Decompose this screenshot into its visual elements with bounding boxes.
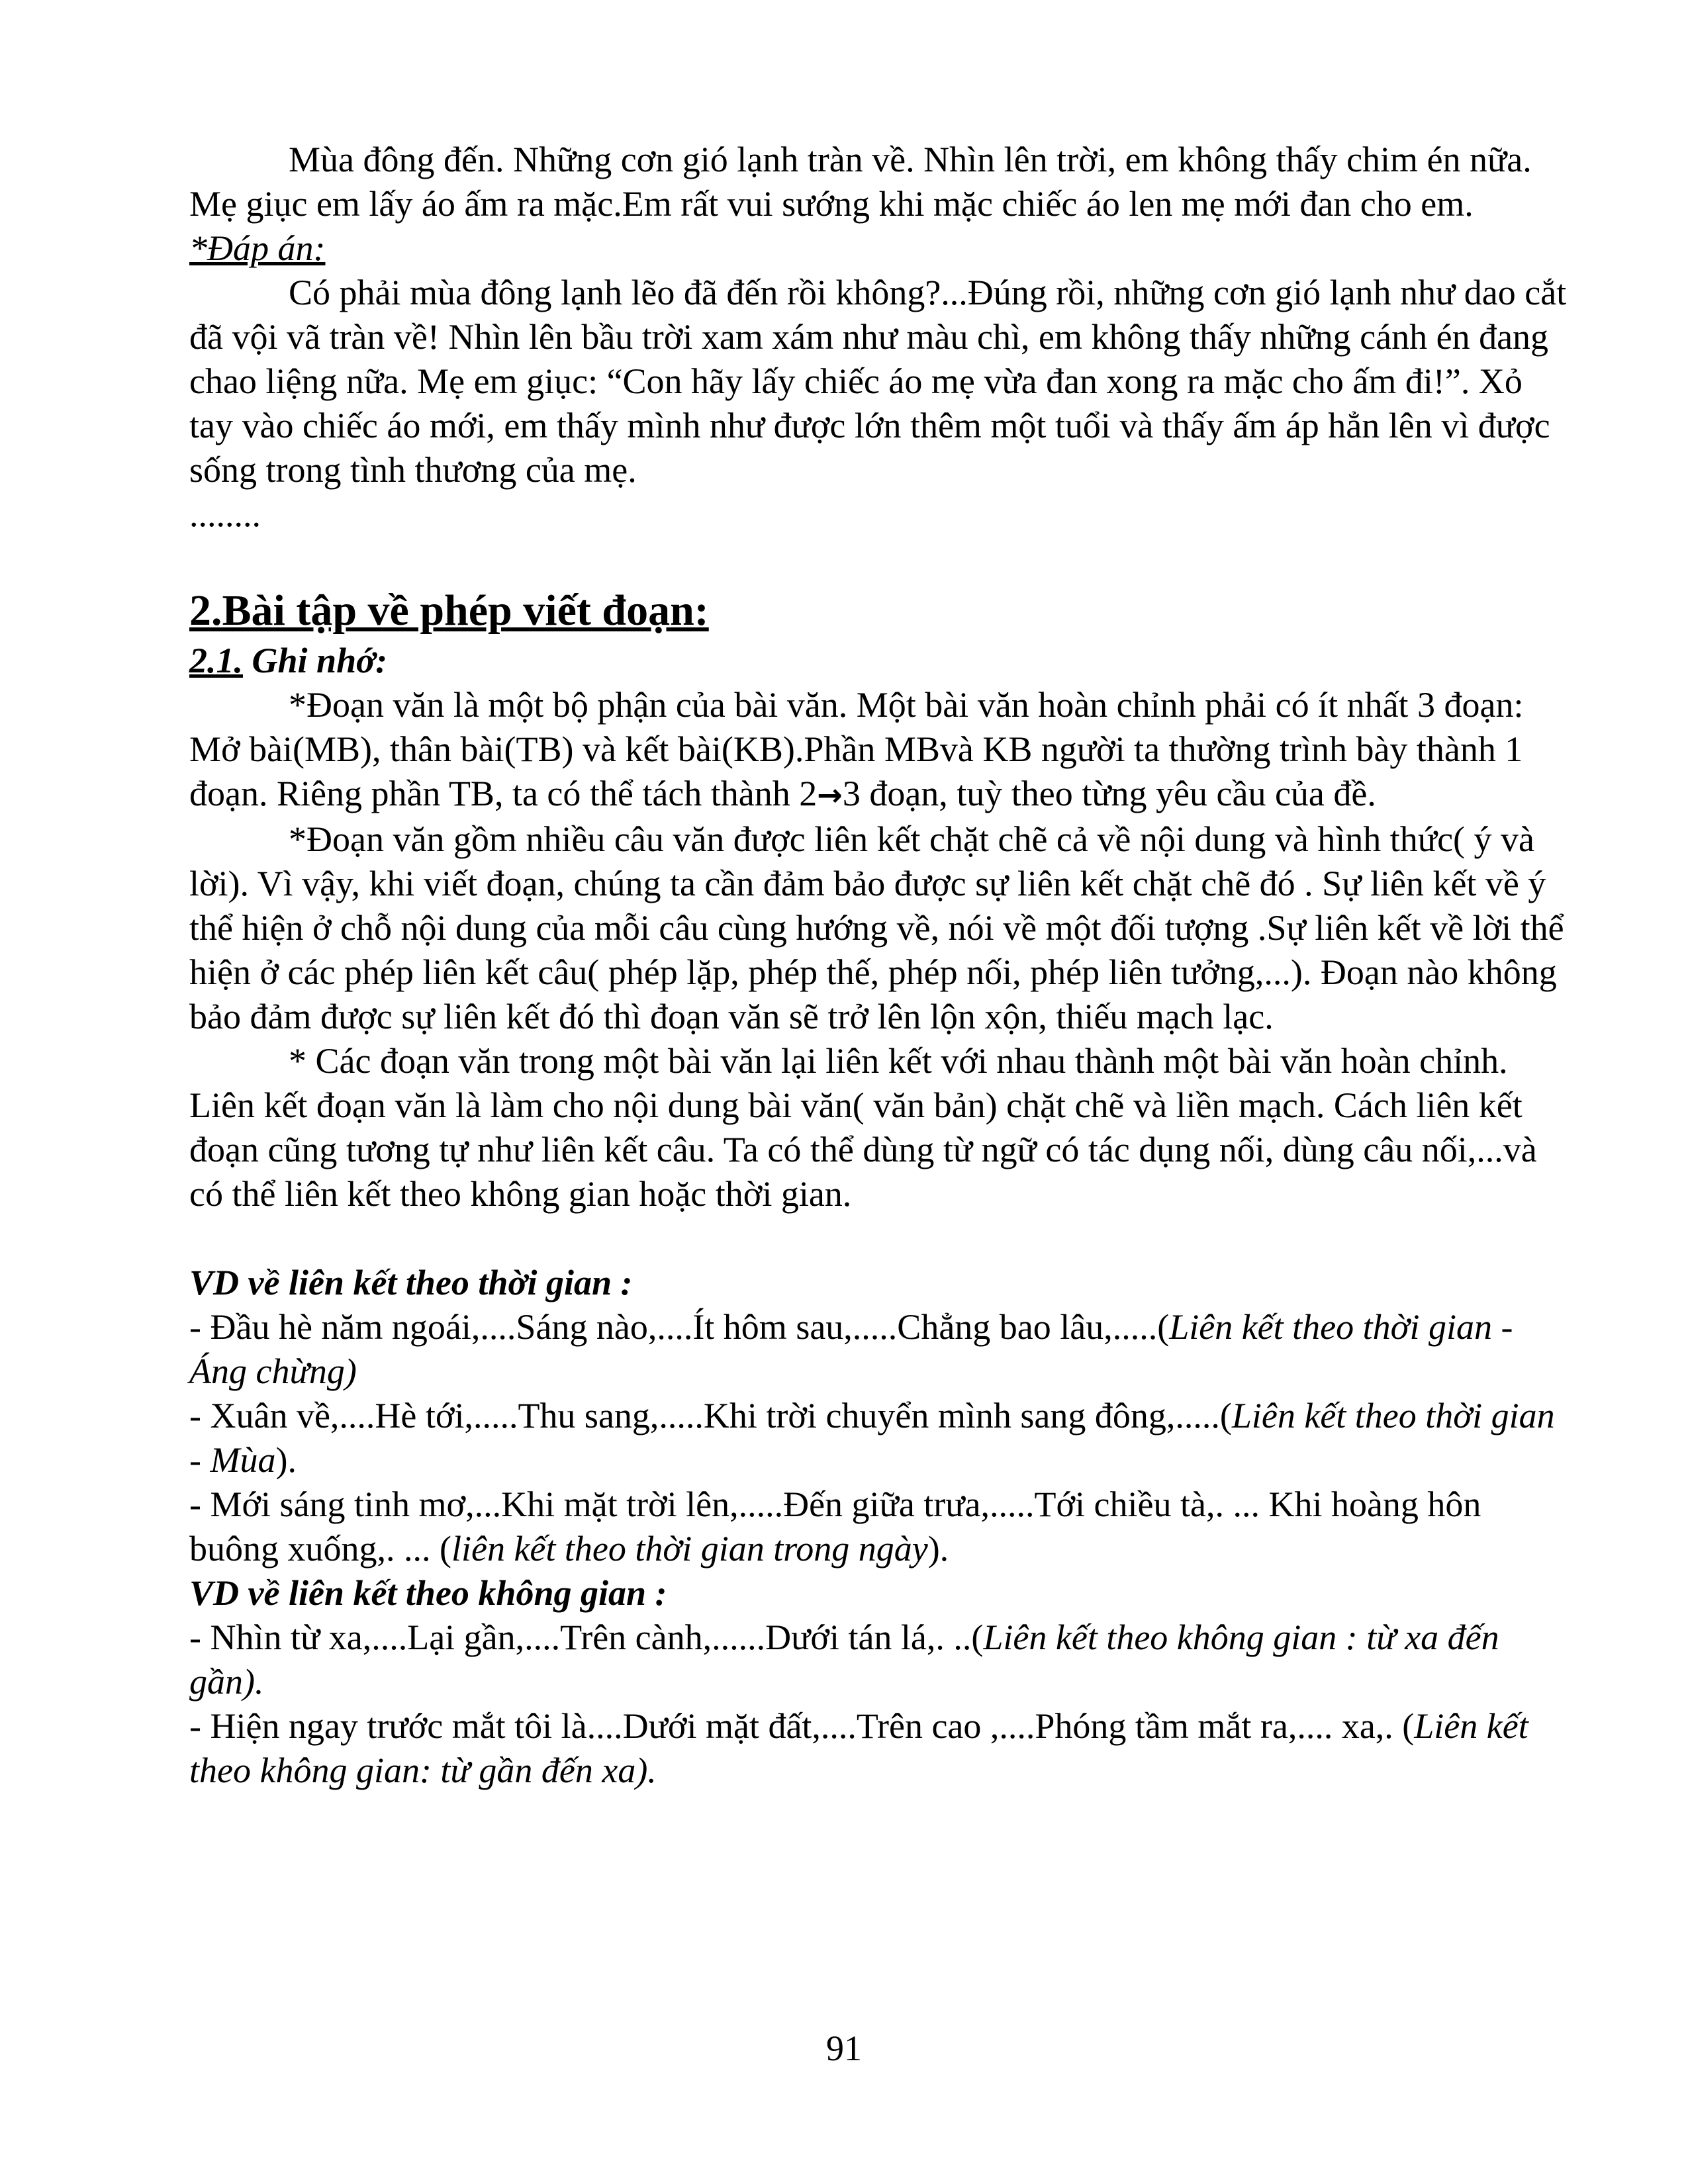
vd-time-item: - Đầu hè năm ngoái,....Sáng nào,....Ít hôm sau,.....Chẳng bao lâu,.....(Liên kết theo thời gian - Áng chừng) xyxy=(189,1307,1513,1391)
subsection-heading xyxy=(189,639,1573,683)
right-arrow-icon: → xyxy=(817,777,843,813)
note-paragraph-3: * Các đoạn văn trong một bài văn lại liên kết với nhau thành một bài văn hoàn chỉnh. Liên kết đoạn văn là làm cho nội dung bài văn( văn bản) chặt chẽ và liền mạch. Cách liên kết đoạn cũng tương tự như liên kết câu. Ta có thể dùng từ ngữ có tác dụng nối, dùng câu nối,...và có thể liên kết theo không gian hoặc thời gian. xyxy=(189,1041,1537,1214)
note-paragraph-2: *Đoạn văn gồm nhiều câu văn được liên kết chặt chẽ cả về nội dung và hình thức( ý và lời). Vì vậy, khi viết đoạn, chúng ta cần đảm bảo được sự liên kết chặt chẽ đó . Sự liên kết về ý thể hiện ở chỗ nội dung của mỗi câu cùng hướng về, nói về một đối tượng .Sự liên kết về lời thể hiện ở các phép liên kết câu( phép lặp, phép thế, phép nối, phép liên tưởng,...). Đoạn nào không bảo đảm được sự liên kết đó thì đoạn văn sẽ trở lên lộn xộn, thiếu mạch lạc. xyxy=(189,819,1564,1036)
vd-space-item: - Hiện ngay trước mắt tôi là....Dưới mặt đất,....Trên cao ,....Phóng tầm mắt ra,.... xa,. (Liên kết theo không gian: từ gần đến xa). xyxy=(189,1706,1528,1790)
section-title: 2.Bài tập về phép viết đoạn: xyxy=(189,586,709,635)
page-number: 91 xyxy=(826,2028,862,2068)
vd-space-title: VD về liên kết theo không gian : xyxy=(189,1573,667,1613)
note-1-text-b: 3 đoạn, tuỳ theo từng yêu cầu của đề. xyxy=(842,774,1376,813)
note-paragraph-1 xyxy=(189,683,1573,817)
subsection-number: 2.1. xyxy=(189,641,243,680)
vd-space-item: - Nhìn từ xa,....Lại gần,....Trên cành,......Dưới tán lá,. ..(Liên kết theo không gian : từ xa đến gần). xyxy=(189,1617,1499,1702)
answer-label: *Đáp án: xyxy=(189,228,326,268)
vd-time-item: - Mới sáng tinh mơ,...Khi mặt trời lên,.....Đến giữa trưa,.....Tới chiều tà,. ... Khi hoàng hôn buông xuống,. ... (liên kết theo thời gian trong ngày). xyxy=(189,1484,1481,1569)
note-1-text-a: *Đoạn văn là một bộ phận của bài văn. Một bài văn hoàn chỉnh phải có ít nhất 3 đoạn: Mở bài(MB), thân bài(TB) và kết bài(KB).Phần MBvà KB người ta thường trình bày thành 1 đoạn. Riêng phần TB, ta có thể tách thành 2 xyxy=(189,685,1524,813)
vd-time-item: - Xuân về,....Hè tới,.....Thu sang,.....Khi trời chuyển mình sang đông,.....(Liên kết theo thời gian - Mùa). xyxy=(189,1396,1555,1480)
ellipsis-line: ........ xyxy=(189,494,261,534)
answer-paragraph: Có phải mùa đông lạnh lẽo đã đến rồi không?...Đúng rồi, những cơn gió lạnh như dao cắt đã vội vã tràn về! Nhìn lên bầu trời xam xám như màu chì, em không thấy những cánh én đang chao liệng nữa. Mẹ em giục: “Con hãy lấy chiếc áo mẹ vừa đan xong ra mặc cho ấm đi!”. Xỏ tay vào chiếc áo mới, em thấy mình như được lớn thêm một tuổi và thấy ấm áp hẳn lên vì được sống trong tình thương của mẹ. xyxy=(189,273,1567,490)
vd-time-title: VD về liên kết theo thời gian : xyxy=(189,1263,633,1302)
page-content xyxy=(189,138,1573,1793)
subsection-title: Ghi nhớ: xyxy=(243,641,388,680)
original-paragraph: Mùa đông đến. Những cơn gió lạnh tràn về. Nhìn lên trời, em không thấy chim én nữa. Mẹ giục em lấy áo ấm ra mặc.Em rất vui sướng khi mặc chiếc áo len mẹ mới đan cho em. xyxy=(189,140,1532,224)
